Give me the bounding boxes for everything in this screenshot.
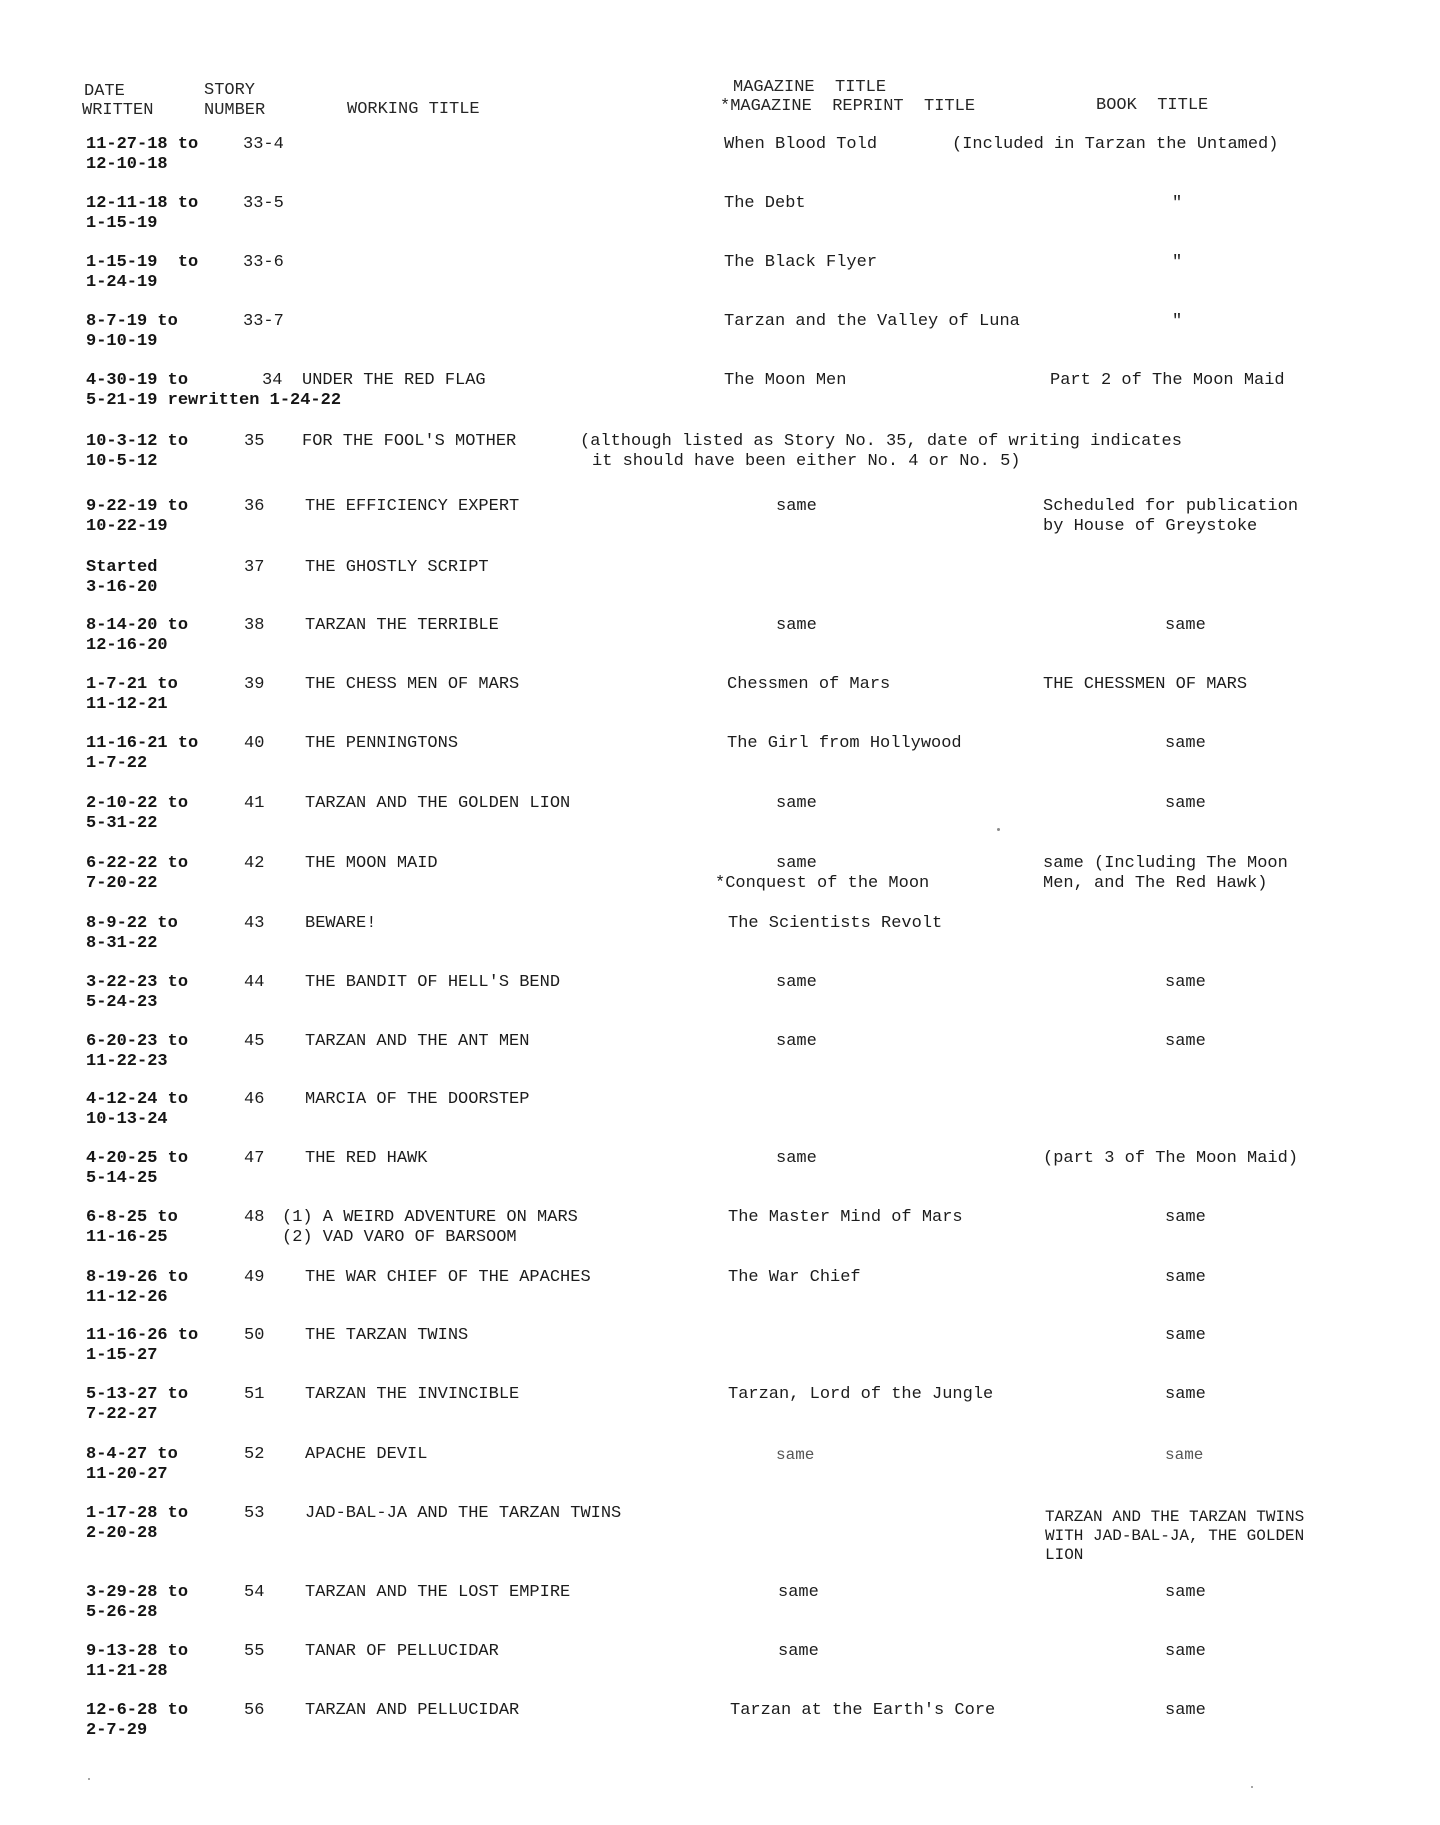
date-end: 11-12-26	[86, 1288, 168, 1307]
date-end: 5-14-25	[86, 1169, 158, 1188]
working-title: THE MOON MAID	[305, 854, 438, 873]
magazine-title: The Debt	[724, 194, 806, 213]
date-end: 10-5-12	[86, 452, 158, 471]
book-title-continued: LION	[1045, 1546, 1084, 1564]
date-start: 6-20-23 to	[86, 1032, 189, 1051]
magazine-title: Tarzan, Lord of the Jungle	[728, 1385, 994, 1404]
working-title: MARCIA OF THE DOORSTEP	[305, 1090, 530, 1109]
magazine-title: same	[776, 616, 817, 635]
magazine-title: same	[778, 1583, 819, 1602]
working-title: TARZAN THE TERRIBLE	[305, 616, 499, 635]
working-title: THE WAR CHIEF OF THE APACHES	[305, 1268, 591, 1287]
book-title: same	[1165, 1208, 1206, 1227]
magazine-title: When Blood Told	[724, 135, 878, 154]
date-end: 11-21-28	[86, 1662, 168, 1681]
book-title: same	[1165, 1385, 1206, 1404]
story-number: 33-4	[243, 135, 284, 154]
story-number: 53	[244, 1504, 265, 1523]
magazine-title: Tarzan and the Valley of Luna	[724, 312, 1020, 331]
story-number: 41	[244, 794, 265, 813]
date-start: 6-8-25 to	[86, 1208, 178, 1227]
date-start: 3-22-23 to	[86, 973, 189, 992]
book-title: same (Including The Moon	[1043, 854, 1288, 873]
story-number: 48	[244, 1208, 265, 1227]
date-end: 2-20-28	[86, 1524, 158, 1543]
date-start: 4-20-25 to	[86, 1149, 189, 1168]
date-end: 11-20-27	[86, 1465, 168, 1484]
magazine-title: same	[776, 794, 817, 813]
story-number: 33-5	[243, 194, 284, 213]
magazine-title: The Girl from Hollywood	[727, 734, 962, 753]
date-start: 1-17-28 to	[86, 1504, 189, 1523]
date-end: 10-22-19	[86, 517, 168, 536]
magazine-title: same	[776, 497, 817, 516]
date-end: 5-24-23	[86, 993, 158, 1012]
book-title: same	[1165, 1268, 1206, 1287]
date-start: 12-6-28 to	[86, 1701, 189, 1720]
story-number: 37	[244, 558, 265, 577]
date-start: 5-13-27 to	[86, 1385, 189, 1404]
book-title: "	[1172, 312, 1183, 331]
date-start: 11-16-26 to	[86, 1326, 199, 1345]
working-title: THE PENNINGTONS	[305, 734, 459, 753]
story-number: 50	[244, 1326, 265, 1345]
book-title: same	[1165, 1583, 1206, 1602]
date-start: 11-27-18 to	[86, 135, 199, 154]
story-number: 33-7	[243, 312, 284, 331]
story-number: 42	[244, 854, 265, 873]
header-number-label: NUMBER	[204, 101, 266, 120]
book-title: Part 2 of The Moon Maid	[1050, 371, 1285, 390]
magazine-title: same	[778, 1642, 819, 1661]
book-title: Scheduled for publication	[1043, 497, 1299, 516]
magazine-reprint-title: *Conquest of the Moon	[715, 874, 930, 893]
working-title: TARZAN AND THE GOLDEN LION	[305, 794, 571, 813]
date-start: 2-10-22 to	[86, 794, 189, 813]
story-number: 40	[244, 734, 265, 753]
book-title: same	[1165, 1446, 1204, 1464]
magazine-title: The Master Mind of Mars	[728, 1208, 963, 1227]
working-title: UNDER THE RED FLAG	[302, 371, 486, 390]
date-end: 1-15-19	[86, 214, 158, 233]
book-title: same	[1165, 1701, 1206, 1720]
date-end: 12-10-18	[86, 155, 168, 174]
working-title: THE RED HAWK	[305, 1149, 428, 1168]
date-start: 9-22-19 to	[86, 497, 189, 516]
magazine-title: Tarzan at the Earth's Core	[730, 1701, 996, 1720]
date-start: 1-15-19 to	[86, 253, 199, 272]
working-title: TARZAN AND PELLUCIDAR	[305, 1701, 520, 1720]
date-start: 8-14-20 to	[86, 616, 189, 635]
date-start: 8-4-27 to	[86, 1445, 178, 1464]
date-start: 11-16-21 to	[86, 734, 199, 753]
working-title: FOR THE FOOL'S MOTHER	[302, 432, 517, 451]
book-title-continued: WITH JAD-BAL-JA, THE GOLDEN	[1045, 1527, 1305, 1545]
date-end: 5-21-19 rewritten 1-24-22	[86, 391, 342, 410]
working-title-alternate: (2) VAD VARO OF BARSOOM	[282, 1228, 517, 1247]
date-end: 11-22-23	[86, 1052, 168, 1071]
date-start: Started	[86, 558, 158, 577]
date-start: 8-7-19 to	[86, 312, 178, 331]
row-note-continued: it should have been either No. 4 or No. 5)	[592, 452, 1021, 471]
story-number: 35	[244, 432, 265, 451]
date-start: 12-11-18 to	[86, 194, 199, 213]
working-title: TANAR OF PELLUCIDAR	[305, 1642, 499, 1661]
story-number: 39	[244, 675, 265, 694]
working-title: TARZAN THE INVINCIBLE	[305, 1385, 520, 1404]
scan-speck	[1251, 1786, 1253, 1788]
magazine-title: same	[776, 1032, 817, 1051]
header-book-title: BOOK TITLE	[1096, 96, 1209, 115]
row-note: (Included in Tarzan the Untamed)	[952, 135, 1279, 154]
date-start: 3-29-28 to	[86, 1583, 189, 1602]
book-title: same	[1165, 973, 1206, 992]
book-title: same	[1165, 616, 1206, 635]
date-end: 3-16-20	[86, 578, 158, 597]
working-title: BEWARE!	[305, 914, 377, 933]
magazine-title: The Moon Men	[724, 371, 847, 390]
book-title-continued: by House of Greystoke	[1043, 517, 1258, 536]
date-end: 9-10-19	[86, 332, 158, 351]
date-end: 7-22-27	[86, 1405, 158, 1424]
magazine-title: The War Chief	[728, 1268, 861, 1287]
working-title: THE CHESS MEN OF MARS	[305, 675, 520, 694]
date-start: 6-22-22 to	[86, 854, 189, 873]
book-title: (part 3 of The Moon Maid)	[1043, 1149, 1299, 1168]
magazine-title: Chessmen of Mars	[727, 675, 891, 694]
story-number: 52	[244, 1445, 265, 1464]
book-title: same	[1165, 1642, 1206, 1661]
magazine-title: The Black Flyer	[724, 253, 878, 272]
date-end: 11-12-21	[86, 695, 168, 714]
story-number: 56	[244, 1701, 265, 1720]
date-start: 10-3-12 to	[86, 432, 189, 451]
date-end: 11-16-25	[86, 1228, 168, 1247]
date-start: 4-30-19 to	[86, 371, 189, 390]
book-title: same	[1165, 794, 1206, 813]
scan-speck	[997, 828, 1000, 831]
header-working-title: WORKING TITLE	[347, 100, 480, 119]
date-end: 10-13-24	[86, 1110, 168, 1129]
story-number: 49	[244, 1268, 265, 1287]
working-title: THE GHOSTLY SCRIPT	[305, 558, 489, 577]
date-start: 1-7-21 to	[86, 675, 178, 694]
magazine-title: The Scientists Revolt	[728, 914, 943, 933]
book-title: same	[1165, 1326, 1206, 1345]
story-number: 46	[244, 1090, 265, 1109]
date-start: 8-19-26 to	[86, 1268, 189, 1287]
story-number: 55	[244, 1642, 265, 1661]
date-end: 1-24-19	[86, 273, 158, 292]
header-written-label: WRITTEN	[82, 101, 154, 120]
story-number: 47	[244, 1149, 265, 1168]
date-end: 5-26-28	[86, 1603, 158, 1622]
working-title: TARZAN AND THE LOST EMPIRE	[305, 1583, 571, 1602]
book-title: same	[1165, 1032, 1206, 1051]
book-title: "	[1172, 253, 1183, 272]
working-title: THE TARZAN TWINS	[305, 1326, 469, 1345]
magazine-title: same	[776, 973, 817, 992]
story-number: 36	[244, 497, 265, 516]
story-number: 51	[244, 1385, 265, 1404]
header-date-label: DATE	[84, 82, 125, 101]
date-start: 8-9-22 to	[86, 914, 178, 933]
story-number: 45	[244, 1032, 265, 1051]
working-title: (1) A WEIRD ADVENTURE ON MARS	[282, 1208, 578, 1227]
story-number: 38	[244, 616, 265, 635]
header-magazine-reprint-title: *MAGAZINE REPRINT TITLE	[720, 97, 976, 116]
magazine-title: same	[776, 1149, 817, 1168]
working-title: APACHE DEVIL	[305, 1445, 428, 1464]
date-end: 12-16-20	[86, 636, 168, 655]
story-number: 54	[244, 1583, 265, 1602]
magazine-title: same	[776, 854, 817, 873]
working-title: THE EFFICIENCY EXPERT	[305, 497, 520, 516]
magazine-title: same	[776, 1446, 815, 1464]
date-start: 9-13-28 to	[86, 1642, 189, 1661]
date-end: 1-15-27	[86, 1346, 158, 1365]
working-title: THE BANDIT OF HELL'S BEND	[305, 973, 561, 992]
book-title: "	[1172, 194, 1183, 213]
book-title: TARZAN AND THE TARZAN TWINS	[1045, 1508, 1305, 1526]
story-number: 33-6	[243, 253, 284, 272]
date-end: 5-31-22	[86, 814, 158, 833]
story-number: 34	[262, 371, 283, 390]
book-title: THE CHESSMEN OF MARS	[1043, 675, 1248, 694]
date-end: 1-7-22	[86, 754, 148, 773]
book-title-continued: Men, and The Red Hawk)	[1043, 874, 1268, 893]
date-start: 4-12-24 to	[86, 1090, 189, 1109]
header-story-label: STORY	[204, 81, 256, 100]
story-number: 44	[244, 973, 265, 992]
date-end: 7-20-22	[86, 874, 158, 893]
story-number: 43	[244, 914, 265, 933]
date-end: 8-31-22	[86, 934, 158, 953]
scan-speck	[88, 1778, 90, 1780]
date-end: 2-7-29	[86, 1721, 148, 1740]
working-title: TARZAN AND THE ANT MEN	[305, 1032, 530, 1051]
book-title: same	[1165, 734, 1206, 753]
header-magazine-title: MAGAZINE TITLE	[733, 78, 887, 97]
working-title: JAD-BAL-JA AND THE TARZAN TWINS	[305, 1504, 622, 1523]
row-note: (although listed as Story No. 35, date of writing indicates	[580, 432, 1182, 451]
